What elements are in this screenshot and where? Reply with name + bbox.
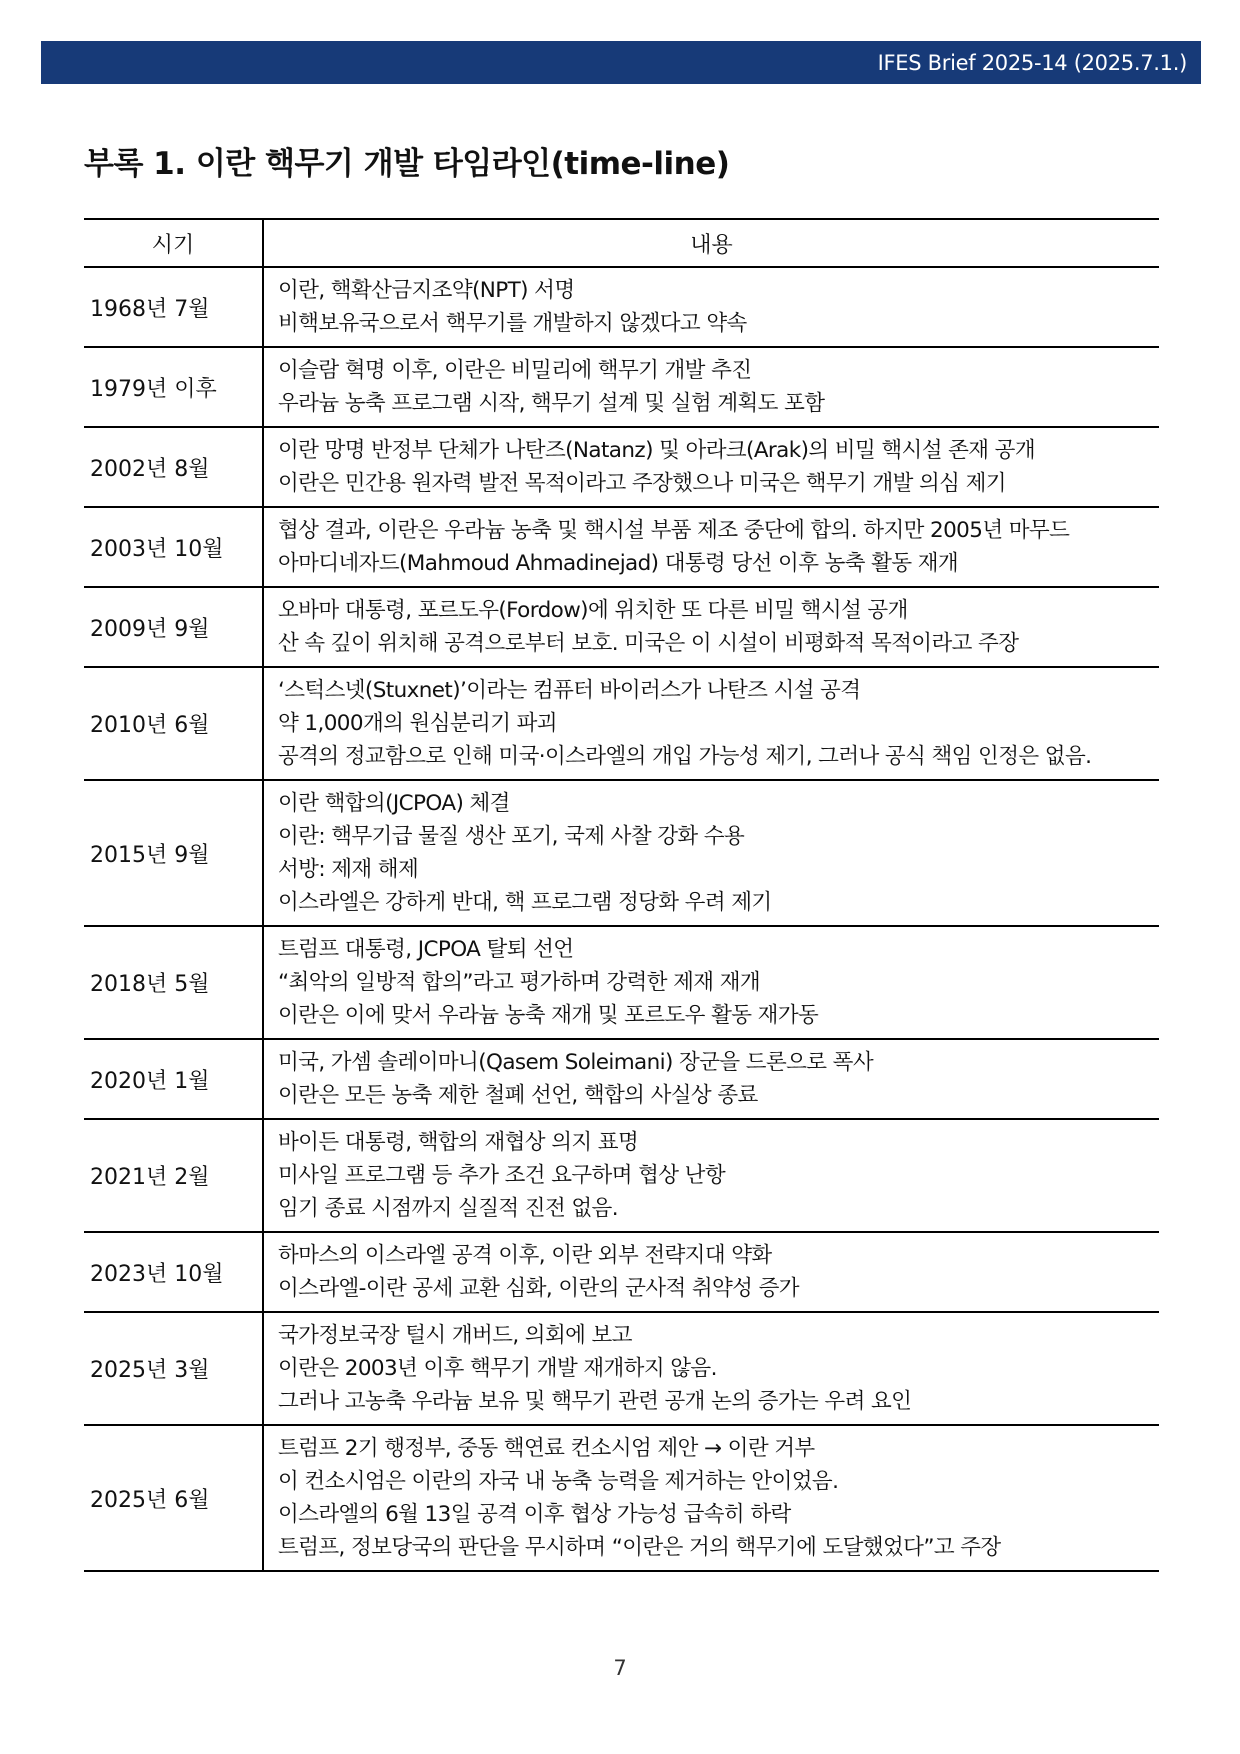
row-content xyxy=(263,1232,1159,1312)
table-row xyxy=(84,1039,1159,1119)
content-line: 이란 핵합의(JCPOA) 체결 xyxy=(278,791,510,816)
timeline-body xyxy=(84,267,1159,1571)
row-content xyxy=(263,1039,1159,1119)
row-content xyxy=(263,267,1159,347)
row-content xyxy=(263,507,1159,587)
table-row xyxy=(84,1312,1159,1425)
content-line: 이란, 핵확산금지조약(NPT) 서명 xyxy=(278,278,575,303)
row-content xyxy=(263,347,1159,427)
column-header-content: 내용 xyxy=(263,219,1159,267)
table-header-row xyxy=(84,219,1159,267)
content-line: 서방: 제재 해제 xyxy=(278,857,419,882)
content-line: 트럼프, 정보당국의 판단을 무시하며 “이란은 거의 핵무기에 도달했었다”고 주장 xyxy=(278,1535,1001,1560)
row-period: 2003년 10월 xyxy=(84,507,263,587)
content-line: 그러나 고농축 우라늄 보유 및 핵무기 관련 공개 논의 증가는 우려 요인 xyxy=(278,1389,912,1414)
row-period: 2015년 9월 xyxy=(84,780,263,926)
page-number: 7 xyxy=(613,1656,627,1680)
content-line: 바이든 대통령, 핵합의 재협상 의지 표명 xyxy=(278,1130,639,1155)
row-content xyxy=(263,1312,1159,1425)
row-period: 2023년 10월 xyxy=(84,1232,263,1312)
table-row xyxy=(84,267,1159,347)
content-line: 약 1,000개의 원심분리기 파괴 xyxy=(278,711,557,736)
content-line: “최악의 일방적 합의”라고 평가하며 강력한 제재 재개 xyxy=(278,970,761,995)
row-content xyxy=(263,587,1159,667)
table-row xyxy=(84,1119,1159,1232)
content-line: 이스라엘-이란 공세 교환 심화, 이란의 군사적 취약성 증가 xyxy=(278,1276,799,1301)
table-row xyxy=(84,780,1159,926)
content-line: 이란은 이에 맞서 우라늄 농축 재개 및 포르도우 활동 재가동 xyxy=(278,1003,819,1028)
row-content xyxy=(263,667,1159,780)
content-line: 협상 결과, 이란은 우라늄 농축 및 핵시설 부품 제조 중단에 합의. 하지만 2005년 마무드 xyxy=(278,518,1070,543)
row-period: 1979년 이후 xyxy=(84,347,263,427)
page-title: 부록 1. 이란 핵무기 개발 타임라인(time-line) xyxy=(84,146,730,182)
content-line: 산 속 깊이 위치해 공격으로부터 보호. 미국은 이 시설이 비평화적 목적이라고 주장 xyxy=(278,631,1019,656)
table-row xyxy=(84,507,1159,587)
row-content xyxy=(263,926,1159,1039)
content-line: 공격의 정교함으로 인해 미국·이스라엘의 개입 가능성 제기, 그러나 공식 책임 인정은 없음. xyxy=(278,744,1092,769)
row-content xyxy=(263,780,1159,926)
content-line: 이란은 2003년 이후 핵무기 개발 재개하지 않음. xyxy=(278,1356,717,1381)
content-line: 이란은 민간용 원자력 발전 목적이라고 주장했으나 미국은 핵무기 개발 의심 제기 xyxy=(278,471,1006,496)
row-period: 1968년 7월 xyxy=(84,267,263,347)
row-period: 2002년 8월 xyxy=(84,427,263,507)
content-line: 이란 망명 반정부 단체가 나탄즈(Natanz) 및 아라크(Arak)의 비밀 핵시설 존재 공개 xyxy=(278,438,1036,463)
row-period: 2018년 5월 xyxy=(84,926,263,1039)
header-bar xyxy=(41,41,1201,84)
row-content xyxy=(263,427,1159,507)
content-line: 이스라엘은 강하게 반대, 핵 프로그램 정당화 우려 제기 xyxy=(278,890,772,915)
content-line: 미사일 프로그램 등 추가 조건 요구하며 협상 난항 xyxy=(278,1163,726,1188)
row-content xyxy=(263,1425,1159,1571)
content-line: 이스라엘의 6월 13일 공격 이후 협상 가능성 급속히 하락 xyxy=(278,1502,791,1527)
table-row xyxy=(84,587,1159,667)
header-brief-label: IFES Brief 2025-14 (2025.7.1.) xyxy=(877,50,1187,75)
content-line: 이란: 핵무기급 물질 생산 포기, 국제 사찰 강화 수용 xyxy=(278,824,745,849)
table-row xyxy=(84,926,1159,1039)
content-line: 임기 종료 시점까지 실질적 진전 없음. xyxy=(278,1196,618,1221)
table-row xyxy=(84,1232,1159,1312)
table-row xyxy=(84,667,1159,780)
content-line: ‘스턱스넷(Stuxnet)’이라는 컴퓨터 바이러스가 나탄즈 시설 공격 xyxy=(278,678,861,703)
table-row xyxy=(84,347,1159,427)
timeline-table xyxy=(84,218,1159,1572)
row-period: 2025년 6월 xyxy=(84,1425,263,1571)
row-period: 2020년 1월 xyxy=(84,1039,263,1119)
content-line: 오바마 대통령, 포르도우(Fordow)에 위치한 또 다른 비밀 핵시설 공개 xyxy=(278,598,908,623)
content-line: 이란은 모든 농축 제한 철폐 선언, 핵합의 사실상 종료 xyxy=(278,1083,758,1108)
content-line: 우라늄 농축 프로그램 시작, 핵무기 설계 및 실험 계획도 포함 xyxy=(278,391,825,416)
row-period: 2025년 3월 xyxy=(84,1312,263,1425)
content-line: 이슬람 혁명 이후, 이란은 비밀리에 핵무기 개발 추진 xyxy=(278,358,752,383)
table-row xyxy=(84,1425,1159,1571)
content-line: 비핵보유국으로서 핵무기를 개발하지 않겠다고 약속 xyxy=(278,311,747,336)
content-line: 트럼프 2기 행정부, 중동 핵연료 컨소시엄 제안 → 이란 거부 xyxy=(278,1436,815,1461)
content-line: 트럼프 대통령, JCPOA 탈퇴 선언 xyxy=(278,937,574,962)
content-line: 이 컨소시엄은 이란의 자국 내 농축 능력을 제거하는 안이었음. xyxy=(278,1469,839,1494)
row-period: 2010년 6월 xyxy=(84,667,263,780)
content-line: 미국, 가셈 솔레이마니(Qasem Soleimani) 장군을 드론으로 폭사 xyxy=(278,1050,874,1075)
row-content xyxy=(263,1119,1159,1232)
column-header-period: 시기 xyxy=(84,219,263,267)
content-line: 국가정보국장 털시 개버드, 의회에 보고 xyxy=(278,1323,632,1348)
content-line: 아마디네자드(Mahmoud Ahmadinejad) 대통령 당선 이후 농축 활동 재개 xyxy=(278,551,959,576)
table-row xyxy=(84,427,1159,507)
content-line: 하마스의 이스라엘 공격 이후, 이란 외부 전략지대 약화 xyxy=(278,1243,772,1268)
row-period: 2021년 2월 xyxy=(84,1119,263,1232)
row-period: 2009년 9월 xyxy=(84,587,263,667)
